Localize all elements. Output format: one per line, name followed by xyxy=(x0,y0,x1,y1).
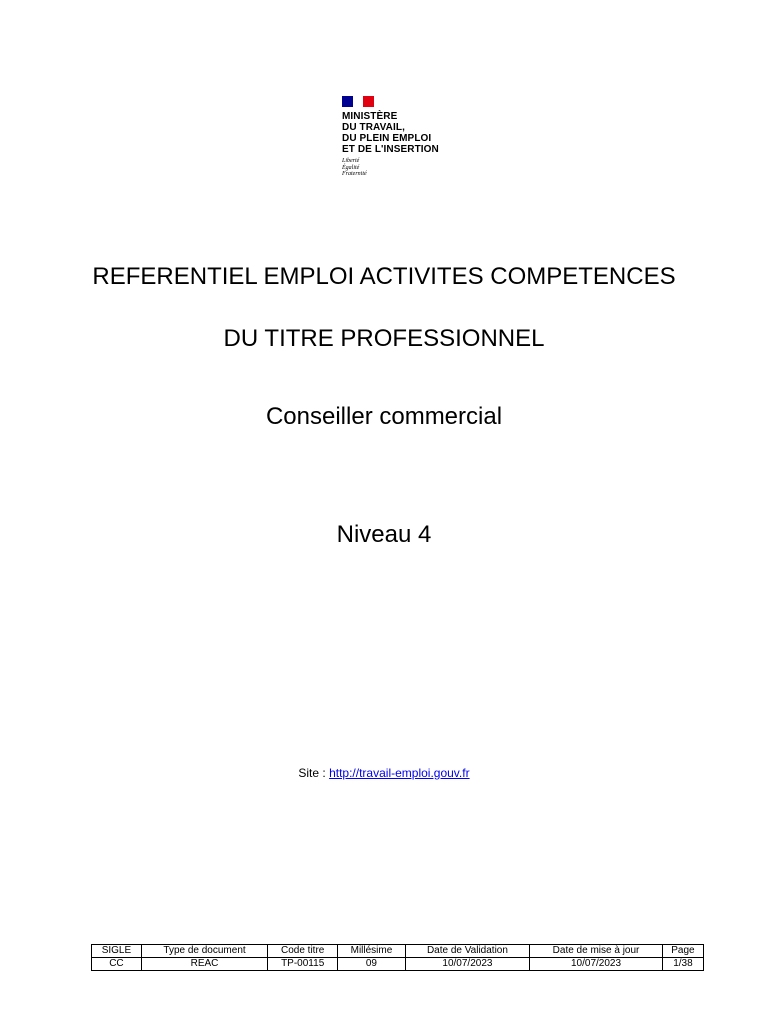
ministry-name xyxy=(342,111,482,155)
table-cell: 10/07/2023 xyxy=(405,958,529,971)
ministry-name-line: ET DE L'INSERTION xyxy=(342,144,439,155)
site-line xyxy=(0,766,768,780)
table-row xyxy=(92,958,704,971)
job-title: Conseiller commercial xyxy=(265,403,503,430)
header-cell: Date de Validation xyxy=(405,945,529,958)
ministry-name-line: DU PLEIN EMPLOI xyxy=(342,133,432,144)
table-cell: REAC xyxy=(141,958,267,971)
table-header-row xyxy=(92,945,704,958)
document-meta-table xyxy=(91,944,704,971)
header-cell: Page xyxy=(662,945,703,958)
table-cell: CC xyxy=(92,958,142,971)
table-cell: 09 xyxy=(338,958,406,971)
table-cell: TP-00115 xyxy=(268,958,338,971)
motto-line: Égalité xyxy=(342,164,360,171)
header-cell: Code titre xyxy=(268,945,338,958)
header-cell: Date de mise à jour xyxy=(530,945,663,958)
table-cell: 10/07/2023 xyxy=(530,958,663,971)
motto-line: Fraternité xyxy=(342,171,367,177)
document-title-line-1: REFERENTIEL EMPLOI ACTIVITES COMPETENCES xyxy=(92,263,676,290)
table-cell: 1/38 xyxy=(662,958,703,971)
ministry-logo xyxy=(342,96,482,178)
header-cell: SIGLE xyxy=(92,945,142,958)
ministry-name-line: MINISTÈRE xyxy=(342,111,398,122)
site-label: Site : xyxy=(298,766,330,780)
header-cell: Type de document xyxy=(141,945,267,958)
republic-motto xyxy=(342,158,482,178)
document-title-line-2: DU TITRE PROFESSIONNEL xyxy=(223,325,545,352)
site-link[interactable]: http://travail-emploi.gouv.fr xyxy=(329,766,470,780)
header-cell: Millésime xyxy=(338,945,406,958)
level: Niveau 4 xyxy=(336,521,432,548)
motto-line: Liberté xyxy=(342,158,360,164)
french-flag-icon xyxy=(342,96,374,107)
ministry-name-line: DU TRAVAIL, xyxy=(342,122,405,133)
